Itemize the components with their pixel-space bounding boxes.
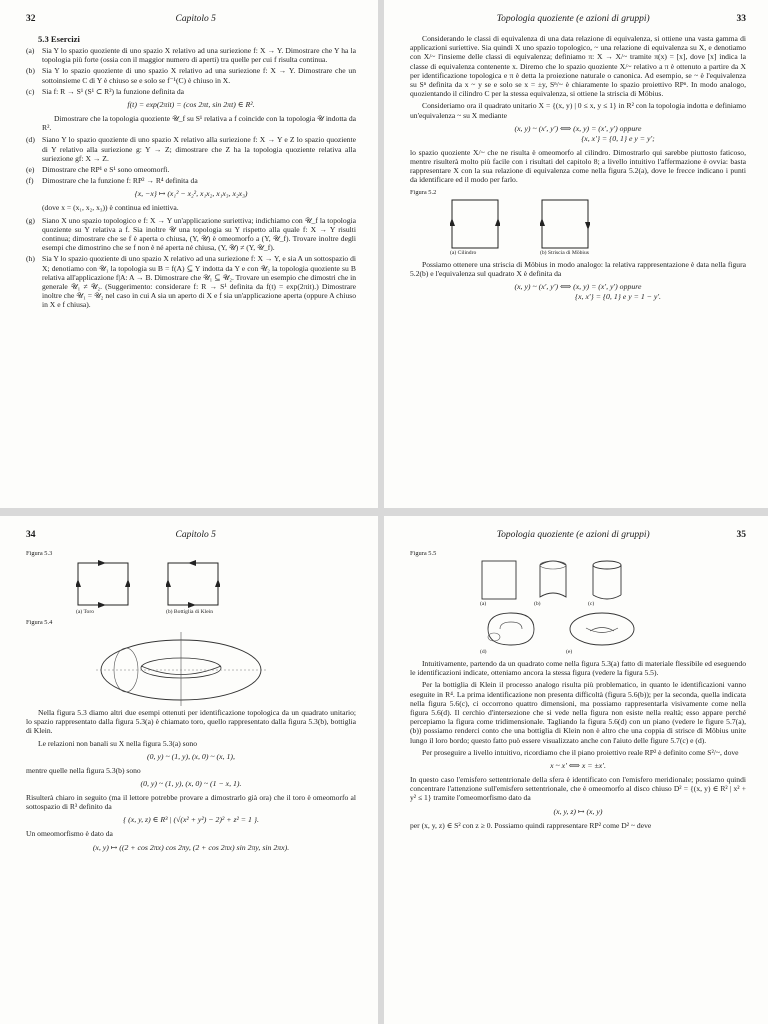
page-number: 32 [26, 14, 36, 24]
chapter-title: Topologia quoziente (e azioni di gruppi) [496, 530, 650, 540]
figure-label: Figura 5.3 [26, 550, 53, 557]
chapter-title: Capitolo 5 [175, 14, 216, 24]
formula: {x, x′} = {0, 1} e y = y′; [581, 133, 655, 143]
figure-mobius [540, 198, 590, 256]
formula: (0, y) ~ (1, y), (x, 0) ~ (x, 1), [147, 751, 235, 761]
running-header [26, 14, 356, 24]
figure-caption: (d) [480, 649, 487, 655]
paragraph: Nella figura 5.3 diamo altri due esempi ottenuti per identificazione topologica da un quadrato unitario; lo spazio rappresentato dalla figura 5.3(a) è chiamato toro, quello rappresentato dalla figura 5.3(b), bottiglia di Klein. [26, 708, 356, 736]
formula: {x, −x} ↦ (x₁² − x₂², x₁x₂, x₁x₃, x₂x₃) [134, 189, 248, 199]
section-title: 5.3 Esercizi [38, 34, 80, 44]
exercise-label: (e) [26, 165, 35, 175]
cylinder-square-diagram [450, 198, 500, 250]
bent-cylinder-diagram [480, 609, 542, 649]
exercise-item [26, 135, 356, 163]
exercise-text: Siano Y lo spazio quoziente di uno spazio X relativo alla suriezione f: X → Y e Z lo spazio quoziente di Y relativo alla suriezione g: Y → Z; dimostrare che Z ha la topologia quoziente relativa alla suriezione gf: X → Z. [42, 135, 356, 163]
figure-square [480, 559, 518, 607]
formula: (0, y) ~ (1, y), (x, 0) ~ (1 − x, 1). [140, 779, 242, 789]
running-header [26, 530, 356, 540]
figure-5-5-bottom [480, 609, 746, 655]
paragraph: Possiamo ottenere una striscia di Möbius in modo analogo: la relativa rappresentazione è data nella figura 5.2(b) e l'equivalenza sul quadrato X è definita da [410, 259, 746, 278]
klein-square-diagram [166, 559, 220, 609]
exercise-label: (b) [26, 66, 35, 76]
figure-caption: (a) Cilindro [450, 249, 477, 256]
formula: (x, y) ↦ ((2 + cos 2πx) cos 2πy, (2 + cos 2πx) sin 2πy, sin 2πx). [92, 842, 290, 852]
exercise-item [26, 46, 356, 64]
torus-diagram [86, 628, 286, 708]
running-header [410, 14, 746, 24]
page-33 [384, 0, 768, 508]
chapter-title: Capitolo 5 [175, 530, 216, 540]
torus-diagram [566, 609, 638, 649]
chapter-title: Topologia quoziente (e azioni di gruppi) [496, 14, 650, 24]
figure-5-2 [450, 198, 746, 256]
cylinder-diagram [588, 559, 626, 601]
figure-torus [566, 609, 638, 655]
paragraph: Per la bottiglia di Klein il processo analogo risulta più problematico, in quanto le identificazioni vanno eseguite in R⁴. La prima identificazione non presenta difficoltà (figura 5.6(b)); per la seconda, quella indicata nella figura 5.6(c), ci occorrono quattro dimensioni, ma possiamo rappresentarla visivamente come nella figura 5.6(d). Il cerchio d'intersezione che si vede nella figura non esiste nella realtà; esso appare perché percepiamo la figura come tridimensionale. Tagliando la figura 5.6(d) con un piano (vedere le figure 5.7(a),(b)) possiamo renderci conto che una bottiglia di Klein non è altro che una coppia di strisce di Möbius unite lungo il loro bordo; questo fatto può essere visualizzato anche con l'aiuto delle figure 5.7(c) e (d). [410, 680, 746, 745]
figure-bent-cylinder [480, 609, 542, 655]
figure-caption: (c) [588, 601, 595, 607]
paragraph: Per proseguire a livello intuitivo, ricordiamo che il piano proiettivo reale RP² è definito come S²/~, dove [422, 747, 739, 757]
paragraph: per (x, y, z) ∈ S² con z ≥ 0. Possiamo quindi rappresentare RP² come D² ~ deve [410, 820, 652, 830]
page-32 [0, 0, 378, 508]
figure-caption: (a) Toro [76, 609, 94, 615]
square-diagram [480, 559, 518, 601]
formula: f(t) = exp(2πit) = (cos 2πt, sin 2πt) ∈ R². [127, 100, 255, 110]
figure-caption: (e) [566, 649, 573, 655]
exercise-item [26, 66, 356, 84]
exercise-list [26, 135, 356, 185]
running-header [410, 530, 746, 540]
exercise-text: Sia Y lo spazio quoziente di uno spazio X relativo ad una suriezione f: X → Y. Dimostrare che Y ha la topologia più forte (ossia con il maggior numero di aperti) tra quelle per cui f risulta continua. [42, 46, 356, 65]
formula: (x, y) ~ (x′, y′) ⟺ (x, y) = (x′, y′) oppure [514, 282, 642, 292]
exercise-label: (c) [26, 86, 35, 96]
figure-label: Figura 5.5 [410, 550, 437, 557]
exercise-label: (f) [26, 176, 34, 186]
paragraph: Risulterà chiaro in seguito (ma il lettore potrebbe provare a dimostrarlo già ora) che il toro è omeomorfo al sottospazio di R³ definito da [26, 793, 356, 812]
exercise-item [26, 176, 356, 185]
exercise-item [26, 216, 356, 253]
figure-klein-square [166, 559, 220, 615]
page-number: 35 [736, 530, 746, 540]
exercise-item [26, 87, 356, 96]
exercise-text: Siano X uno spazio topologico e f: X → Y un'applicazione suriettiva; indichiamo con 𝒰_f la topologia quoziente su Y relativa a f. Sia inoltre 𝒰 una topologia su Y rispetto alla quale f: X → Y risulti continua; dimostrare che se f è aperta o chiusa, (Y, 𝒰) è omeomorfo a (Y, 𝒰_f). Trovare inoltre degli esempi che dimostrino che se f non è né aperta né chiusa, (Y, 𝒰) ≠ (Y, 𝒰_f). [42, 215, 356, 253]
formula: {x, x′} = {0, 1} e y = 1 − y′. [574, 292, 661, 302]
formula: x ~ x′ ⟺ x = ±x′. [550, 761, 606, 771]
exercise-text: Sia Y lo spazio quoziente di uno spazio X relativo ad una suriezione f: X → Y, e sia A un sottospazio di X; denotiamo con 𝒰₁ la topologia su B = f(A) ⊆ Y indotta da Y e con 𝒰₂ la topologia quoziente su B relativa all'applicazione f|A: A → B. Dimostrare che 𝒰₁ ⊆ 𝒰₂. Trovare un esempio che dimostri che in generale 𝒰₁ ≠ 𝒰₂. (Suggerimento: considerare f: R → S¹ definita da f(t) = exp(2πit).) Dimostrare inoltre che 𝒰₁ = 𝒰₂ nel caso in cui A sia un aperto di X e f sia un'applicazione aperta (oppure A chiuso in X e f chiusa). [42, 254, 356, 310]
exercise-text: Sia f: R → S¹ (S¹ ⊂ R²) la funzione definita da [42, 86, 185, 96]
exercise-label: (a) [26, 46, 35, 55]
exercise-item [26, 254, 356, 309]
formula: { (x, y, z) ∈ R³ | (√(x² + y²) − 2)² + z² = 1 }. [123, 815, 259, 825]
paragraph: Le relazioni non banali su X nella figura 5.3(a) sono [38, 738, 197, 748]
exercise-text: Sia Y lo spazio quoziente di uno spazio X relativo ad una suriezione f: X → Y. Dimostrare che un sottoinsieme C di Y è chiuso se e solo se f⁻¹(C) è chiuso in X. [42, 66, 356, 85]
paragraph: mentre quelle nella figura 5.3(b) sono [26, 765, 141, 775]
exercise-text: Dimostrare che la funzione f: RP² → R⁴ definita da [42, 176, 198, 186]
figure-caption: (b) Bottiglia di Klein [166, 609, 214, 615]
paragraph: Dimostrare che la topologia quoziente 𝒰_f su S¹ relativa a f coincide con la topologia 𝒰 indotta da R². [42, 114, 356, 133]
exercise-label: (h) [26, 254, 35, 264]
page-34 [0, 516, 378, 1024]
figure-torus-square [76, 559, 130, 615]
figure-caption: (b) Striscia di Möbius [540, 249, 589, 256]
paragraph: Consideriamo ora il quadrato unitario X = {(x, y) | 0 ≤ x, y ≤ 1} in R² con la topologia indotta e definiamo un'equivalenza ~ su X mediante [410, 101, 746, 120]
exercise-text: Dimostrare che RP¹ e S¹ sono omeomorfi. [42, 165, 170, 175]
page-number: 33 [736, 14, 746, 24]
page-35 [384, 516, 768, 1024]
paragraph: (dove x = (x₁, x₂, x₃)) è continua ed iniettiva. [42, 203, 179, 213]
figure-caption: (b) [534, 601, 541, 607]
figure-label: Figura 5.4 [26, 619, 53, 626]
formula: (x, y, z) ↦ (x, y) [553, 806, 603, 816]
exercise-label: (d) [26, 135, 35, 145]
rolled-sheet-diagram [534, 559, 572, 601]
paragraph: Intuitivamente, partendo da un quadrato come nella figura 5.3(a) fatto di materiale flessibile ed eseguendo le identificazioni indicate, otteniamo ancora la stessa figura (vedere la figura 5.5). [410, 659, 746, 678]
figure-label: Figura 5.2 [410, 188, 437, 196]
figure-5-3 [76, 559, 356, 615]
page-number: 34 [26, 530, 36, 540]
exercise-label: (g) [26, 215, 35, 225]
figure-cylinder [588, 559, 626, 607]
paragraph: In questo caso l'emisfero settentrionale della sfera è identificato con l'emisfero meridionale; possiamo quindi concentrare l'attenzione sull'emisfero settentrionale, che è omeomorfo al disco chiuso D² = {(x, y) ∈ R² | x² + y² ≤ 1} tramite l'omeomorfismo dato da [410, 775, 746, 803]
figure-cylinder [450, 198, 500, 256]
paragraph: Un omeomorfismo è dato da [26, 829, 113, 839]
paragraph: Considerando le classi di equivalenza di una data relazione di equivalenza, si ottiene una vasta gamma di applicazioni suriettive. Sia quindi X uno spazio topologico, ~ una relazione di equivalenza su X, e denotiamo con X/~ l'insieme delle classi di equivalenza; definiamo π: X → X/~ tramite π(x) = [x], dove [x] indica la classe di equivalenza contenente x. Diremo che lo spazio quoziente X/~ relativo a π è ottenuto a partire da X per identificazione topologica e π è detta la proiezione naturale o canonica. Ad esempio, se ~ è l'equivalenza su Sⁿ definita da x ~ y se e solo se x = ±y, Sⁿ/~ è chiaramente lo spazio proiettivo RPⁿ. In modo analogo, quozientando il cilindro C per la stessa equivalenza, si ottiene la striscia di Möbius. [410, 34, 746, 99]
figure-rolled-cylinder [534, 559, 572, 607]
exercise-list [26, 46, 356, 96]
exercise-list [26, 216, 356, 310]
paragraph: lo spazio quoziente X/~ che ne risulta è omeomorfo al cilindro. Dimostrarlo qui sarebbe piuttosto faticoso, mentre risulterà molto più facile con i risultati del capitolo 8; a livello intuitivo l'affermazione è ovvia: basta rappresentare X con la sua relazione di equivalenza come nella figura 5.2(a), dove le frecce indicano i punti da identificare ed il modo per farlo. [410, 147, 746, 185]
formula: (x, y) ~ (x′, y′) ⟺ (x, y) = (x′, y′) oppure [514, 123, 642, 133]
figure-caption: (a) [480, 601, 487, 607]
exercise-item [26, 165, 356, 174]
figure-5-5-top [480, 559, 746, 607]
torus-square-diagram [76, 559, 130, 609]
mobius-square-diagram [540, 198, 590, 250]
